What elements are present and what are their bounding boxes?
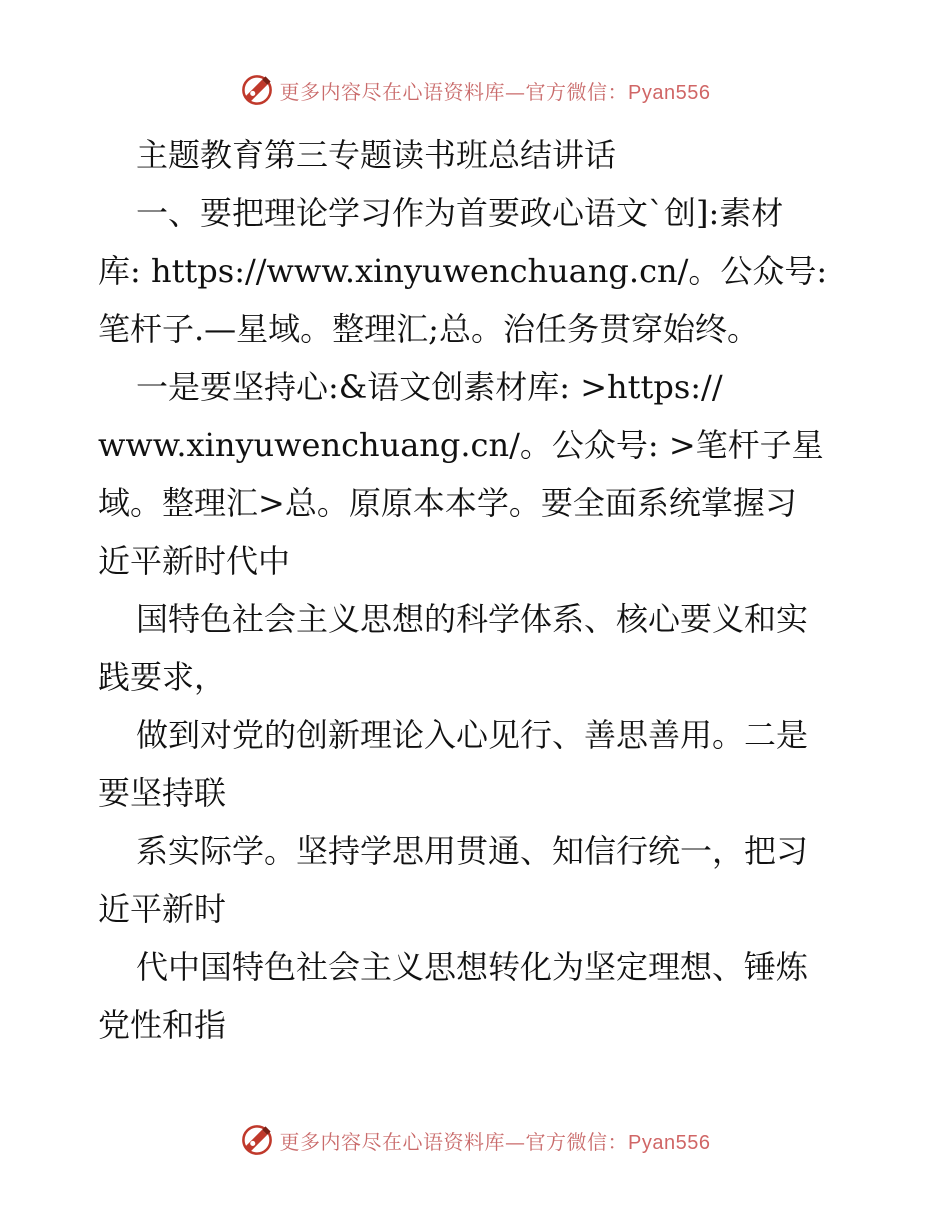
paragraph-line: 代中国特色社会主义思想转化为坚定理想、锤炼 [136,948,809,986]
paragraph-line: 近平新时代中 [98,542,291,580]
paragraph-line: 库: https://www.xinyuwenchuang.cn/。公众号: [98,252,828,290]
document-title: 主题教育第三专题读书班总结讲话 [136,136,617,174]
pen-logo-icon [240,1123,274,1157]
header-watermark [0,70,950,110]
paragraph-line: 笔杆子.—星域。整理汇;总。治任务贯穿始终。 [98,310,759,348]
paragraph-line: www.xinyuwenchuang.cn/。公众号: >笔杆子星 [98,426,824,464]
paragraph-line: 党性和指 [98,1006,227,1044]
document-body [98,126,858,1054]
watermark-text: 更多内容尽在心语资料库—官方微信：Pyan556 [279,1129,711,1154]
footer-watermark [0,1120,950,1160]
paragraph-line: 近平新时 [98,890,227,928]
wechat-handle: Pyan556 [628,1131,711,1154]
wechat-handle: Pyan556 [628,81,711,104]
paragraph-line: 域。整理汇>总。原原本本学。要全面系统掌握习 [98,484,797,522]
paragraph-line: 一、要把理论学习作为首要政心语文`创]:素材 [136,194,784,232]
paragraph-line: 一是要坚持心:&语文创素材库: >https:// [136,368,723,406]
paragraph-line: 要坚持联 [98,774,227,812]
pen-logo-icon [240,73,274,107]
paragraph-line: 做到对党的创新理论入心见行、善思善用。二是 [136,716,809,754]
paragraph-line: 践要求， [98,658,227,696]
paragraph-line: 国特色社会主义思想的科学体系、核心要义和实 [136,600,809,638]
watermark-text: 更多内容尽在心语资料库—官方微信：Pyan556 [279,79,711,104]
paragraph-line: 系实际学。坚持学思用贯通、知信行统一，把习 [136,832,809,870]
